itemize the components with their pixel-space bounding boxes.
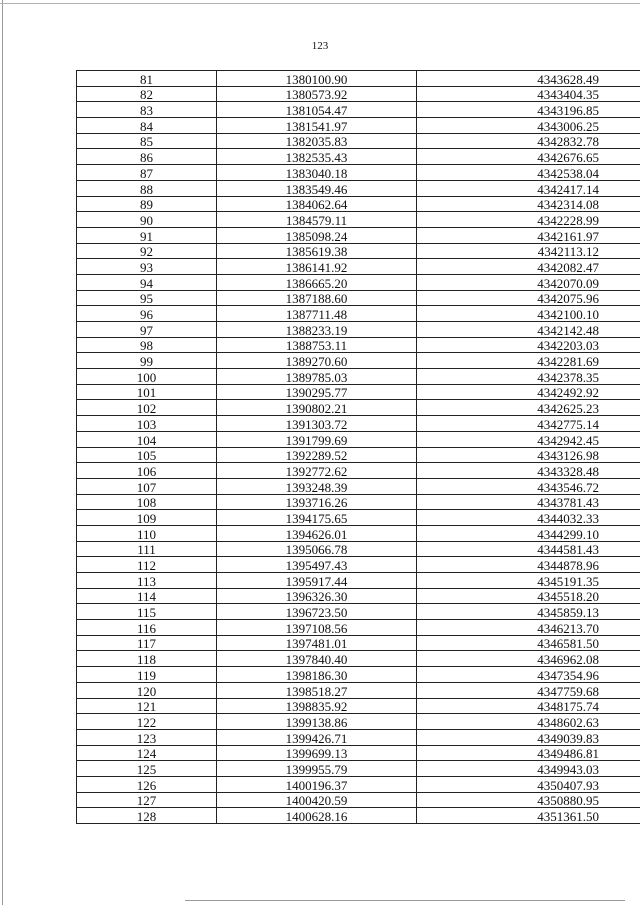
table-row: [77, 714, 640, 730]
table-row: [77, 651, 640, 667]
table-row: [77, 384, 640, 400]
point-number-cell: 100: [77, 369, 217, 385]
y-coordinate-cell: 4348602.63: [417, 714, 640, 730]
x-coordinate-cell: 1397481.01: [217, 635, 417, 651]
x-coordinate-cell: 1399699.13: [217, 745, 417, 761]
x-coordinate-cell: 1384579.11: [217, 212, 417, 228]
y-coordinate-cell: 4342417.14: [417, 180, 640, 196]
x-coordinate-cell: 1389785.03: [217, 369, 417, 385]
point-number-cell: 128: [77, 808, 217, 824]
point-number-cell: 107: [77, 478, 217, 494]
x-coordinate-cell: 1391303.72: [217, 416, 417, 432]
point-number-cell: 104: [77, 431, 217, 447]
x-coordinate-cell: 1393716.26: [217, 494, 417, 510]
y-coordinate-cell: 4346581.50: [417, 635, 640, 651]
y-coordinate-cell: 4343196.85: [417, 102, 640, 118]
point-number-cell: 114: [77, 588, 217, 604]
table-row: [77, 447, 640, 463]
table-row: [77, 290, 640, 306]
point-number-cell: 116: [77, 620, 217, 636]
y-coordinate-cell: 4343546.72: [417, 478, 640, 494]
point-number-cell: 127: [77, 792, 217, 808]
table-row: [77, 431, 640, 447]
table-row: [77, 416, 640, 432]
x-coordinate-cell: 1400420.59: [217, 792, 417, 808]
y-coordinate-cell: 4345191.35: [417, 573, 640, 589]
table-row: [77, 149, 640, 165]
y-coordinate-cell: 4344878.96: [417, 557, 640, 573]
table-row: [77, 243, 640, 259]
table-row: [77, 635, 640, 651]
y-coordinate-cell: 4342378.35: [417, 369, 640, 385]
x-coordinate-cell: 1381054.47: [217, 102, 417, 118]
table-row: [77, 745, 640, 761]
table-row: [77, 729, 640, 745]
point-number-cell: 89: [77, 196, 217, 212]
x-coordinate-cell: 1382035.83: [217, 133, 417, 149]
point-number-cell: 98: [77, 337, 217, 353]
x-coordinate-cell: 1384062.64: [217, 196, 417, 212]
point-number-cell: 108: [77, 494, 217, 510]
x-coordinate-cell: 1382535.43: [217, 149, 417, 165]
y-coordinate-cell: 4343006.25: [417, 118, 640, 134]
x-coordinate-cell: 1399955.79: [217, 761, 417, 777]
table-row: [77, 102, 640, 118]
y-coordinate-cell: 4342161.97: [417, 227, 640, 243]
y-coordinate-cell: 4342075.96: [417, 290, 640, 306]
table-row: [77, 463, 640, 479]
x-coordinate-cell: 1399138.86: [217, 714, 417, 730]
y-coordinate-cell: 4349486.81: [417, 745, 640, 761]
y-coordinate-cell: 4345859.13: [417, 604, 640, 620]
table-row: [77, 478, 640, 494]
x-coordinate-cell: 1400196.37: [217, 776, 417, 792]
y-coordinate-cell: 4342942.45: [417, 431, 640, 447]
x-coordinate-cell: 1390802.21: [217, 400, 417, 416]
page-bottom-rule: [185, 900, 625, 901]
table-row: [77, 698, 640, 714]
table-row: [77, 776, 640, 792]
point-number-cell: 81: [77, 71, 217, 87]
page-edge-top: [0, 3, 640, 4]
x-coordinate-cell: 1385619.38: [217, 243, 417, 259]
x-coordinate-cell: 1397840.40: [217, 651, 417, 667]
x-coordinate-cell: 1396326.30: [217, 588, 417, 604]
x-coordinate-cell: 1399426.71: [217, 729, 417, 745]
table-row: [77, 274, 640, 290]
y-coordinate-cell: 4342625.23: [417, 400, 640, 416]
x-coordinate-cell: 1390295.77: [217, 384, 417, 400]
table-row: [77, 180, 640, 196]
point-number-cell: 120: [77, 682, 217, 698]
y-coordinate-cell: 4346962.08: [417, 651, 640, 667]
x-coordinate-cell: 1395066.78: [217, 541, 417, 557]
y-coordinate-cell: 4342113.12: [417, 243, 640, 259]
y-coordinate-cell: 4344032.33: [417, 510, 640, 526]
table-row: [77, 667, 640, 683]
x-coordinate-cell: 1387711.48: [217, 306, 417, 322]
y-coordinate-cell: 4350880.95: [417, 792, 640, 808]
table-row: [77, 212, 640, 228]
table-row: [77, 86, 640, 102]
y-coordinate-cell: 4343328.48: [417, 463, 640, 479]
x-coordinate-cell: 1394175.65: [217, 510, 417, 526]
y-coordinate-cell: 4350407.93: [417, 776, 640, 792]
coordinates-table-body: [77, 71, 640, 824]
table-row: [77, 761, 640, 777]
x-coordinate-cell: 1397108.56: [217, 620, 417, 636]
x-coordinate-cell: 1389270.60: [217, 353, 417, 369]
table-row: [77, 133, 640, 149]
point-number-cell: 106: [77, 463, 217, 479]
point-number-cell: 96: [77, 306, 217, 322]
y-coordinate-cell: 4343126.98: [417, 447, 640, 463]
point-number-cell: 109: [77, 510, 217, 526]
point-number-cell: 90: [77, 212, 217, 228]
x-coordinate-cell: 1392289.52: [217, 447, 417, 463]
x-coordinate-cell: 1394626.01: [217, 525, 417, 541]
point-number-cell: 88: [77, 180, 217, 196]
table-row: [77, 322, 640, 338]
x-coordinate-cell: 1387188.60: [217, 290, 417, 306]
x-coordinate-cell: 1398518.27: [217, 682, 417, 698]
x-coordinate-cell: 1400628.16: [217, 808, 417, 824]
point-number-cell: 105: [77, 447, 217, 463]
point-number-cell: 91: [77, 227, 217, 243]
x-coordinate-cell: 1393248.39: [217, 478, 417, 494]
y-coordinate-cell: 4342538.04: [417, 165, 640, 181]
point-number-cell: 121: [77, 698, 217, 714]
point-number-cell: 110: [77, 525, 217, 541]
point-number-cell: 92: [77, 243, 217, 259]
table-row: [77, 588, 640, 604]
x-coordinate-cell: 1386665.20: [217, 274, 417, 290]
point-number-cell: 122: [77, 714, 217, 730]
point-number-cell: 87: [77, 165, 217, 181]
point-number-cell: 97: [77, 322, 217, 338]
y-coordinate-cell: 4342832.78: [417, 133, 640, 149]
y-coordinate-cell: 4347354.96: [417, 667, 640, 683]
table-row: [77, 196, 640, 212]
table-row: [77, 369, 640, 385]
point-number-cell: 101: [77, 384, 217, 400]
table-row: [77, 353, 640, 369]
y-coordinate-cell: 4342142.48: [417, 322, 640, 338]
point-number-cell: 82: [77, 86, 217, 102]
y-coordinate-cell: 4349039.83: [417, 729, 640, 745]
y-coordinate-cell: 4342082.47: [417, 259, 640, 275]
y-coordinate-cell: 4342281.69: [417, 353, 640, 369]
x-coordinate-cell: 1380100.90: [217, 71, 417, 87]
y-coordinate-cell: 4347759.68: [417, 682, 640, 698]
y-coordinate-cell: 4344299.10: [417, 525, 640, 541]
point-number-cell: 99: [77, 353, 217, 369]
point-number-cell: 93: [77, 259, 217, 275]
page-edge-left: [2, 0, 3, 905]
table-row: [77, 541, 640, 557]
x-coordinate-cell: 1381541.97: [217, 118, 417, 134]
x-coordinate-cell: 1383549.46: [217, 180, 417, 196]
y-coordinate-cell: 4343628.49: [417, 71, 640, 87]
y-coordinate-cell: 4342228.99: [417, 212, 640, 228]
table-row: [77, 808, 640, 824]
y-coordinate-cell: 4342492.92: [417, 384, 640, 400]
x-coordinate-cell: 1385098.24: [217, 227, 417, 243]
x-coordinate-cell: 1392772.62: [217, 463, 417, 479]
point-number-cell: 85: [77, 133, 217, 149]
point-number-cell: 95: [77, 290, 217, 306]
point-number-cell: 112: [77, 557, 217, 573]
table-row: [77, 557, 640, 573]
table-row: [77, 573, 640, 589]
table-row: [77, 525, 640, 541]
point-number-cell: 111: [77, 541, 217, 557]
point-number-cell: 118: [77, 651, 217, 667]
coordinates-table: [76, 70, 640, 824]
table-row: [77, 604, 640, 620]
table-row: [77, 510, 640, 526]
table-row: [77, 620, 640, 636]
point-number-cell: 125: [77, 761, 217, 777]
point-number-cell: 123: [77, 729, 217, 745]
point-number-cell: 113: [77, 573, 217, 589]
point-number-cell: 102: [77, 400, 217, 416]
point-number-cell: 84: [77, 118, 217, 134]
table-row: [77, 792, 640, 808]
y-coordinate-cell: 4342203.03: [417, 337, 640, 353]
y-coordinate-cell: 4343404.35: [417, 86, 640, 102]
x-coordinate-cell: 1395497.43: [217, 557, 417, 573]
y-coordinate-cell: 4345518.20: [417, 588, 640, 604]
y-coordinate-cell: 4342100.10: [417, 306, 640, 322]
x-coordinate-cell: 1380573.92: [217, 86, 417, 102]
y-coordinate-cell: 4342314.08: [417, 196, 640, 212]
table-row: [77, 227, 640, 243]
table-row: [77, 71, 640, 87]
table-row: [77, 400, 640, 416]
y-coordinate-cell: 4348175.74: [417, 698, 640, 714]
table-row: [77, 682, 640, 698]
y-coordinate-cell: 4344581.43: [417, 541, 640, 557]
y-coordinate-cell: 4349943.03: [417, 761, 640, 777]
y-coordinate-cell: 4342070.09: [417, 274, 640, 290]
table-row: [77, 259, 640, 275]
point-number-cell: 83: [77, 102, 217, 118]
y-coordinate-cell: 4342676.65: [417, 149, 640, 165]
point-number-cell: 124: [77, 745, 217, 761]
point-number-cell: 117: [77, 635, 217, 651]
table-row: [77, 118, 640, 134]
point-number-cell: 119: [77, 667, 217, 683]
x-coordinate-cell: 1396723.50: [217, 604, 417, 620]
table-row: [77, 165, 640, 181]
point-number-cell: 86: [77, 149, 217, 165]
x-coordinate-cell: 1398186.30: [217, 667, 417, 683]
x-coordinate-cell: 1388233.19: [217, 322, 417, 338]
y-coordinate-cell: 4346213.70: [417, 620, 640, 636]
x-coordinate-cell: 1383040.18: [217, 165, 417, 181]
x-coordinate-cell: 1391799.69: [217, 431, 417, 447]
y-coordinate-cell: 4351361.50: [417, 808, 640, 824]
x-coordinate-cell: 1386141.92: [217, 259, 417, 275]
point-number-cell: 115: [77, 604, 217, 620]
x-coordinate-cell: 1398835.92: [217, 698, 417, 714]
y-coordinate-cell: 4342775.14: [417, 416, 640, 432]
point-number-cell: 103: [77, 416, 217, 432]
table-row: [77, 337, 640, 353]
point-number-cell: 126: [77, 776, 217, 792]
x-coordinate-cell: 1395917.44: [217, 573, 417, 589]
x-coordinate-cell: 1388753.11: [217, 337, 417, 353]
y-coordinate-cell: 4343781.43: [417, 494, 640, 510]
table-row: [77, 306, 640, 322]
table-row: [77, 494, 640, 510]
page-number: 123: [311, 40, 329, 52]
point-number-cell: 94: [77, 274, 217, 290]
